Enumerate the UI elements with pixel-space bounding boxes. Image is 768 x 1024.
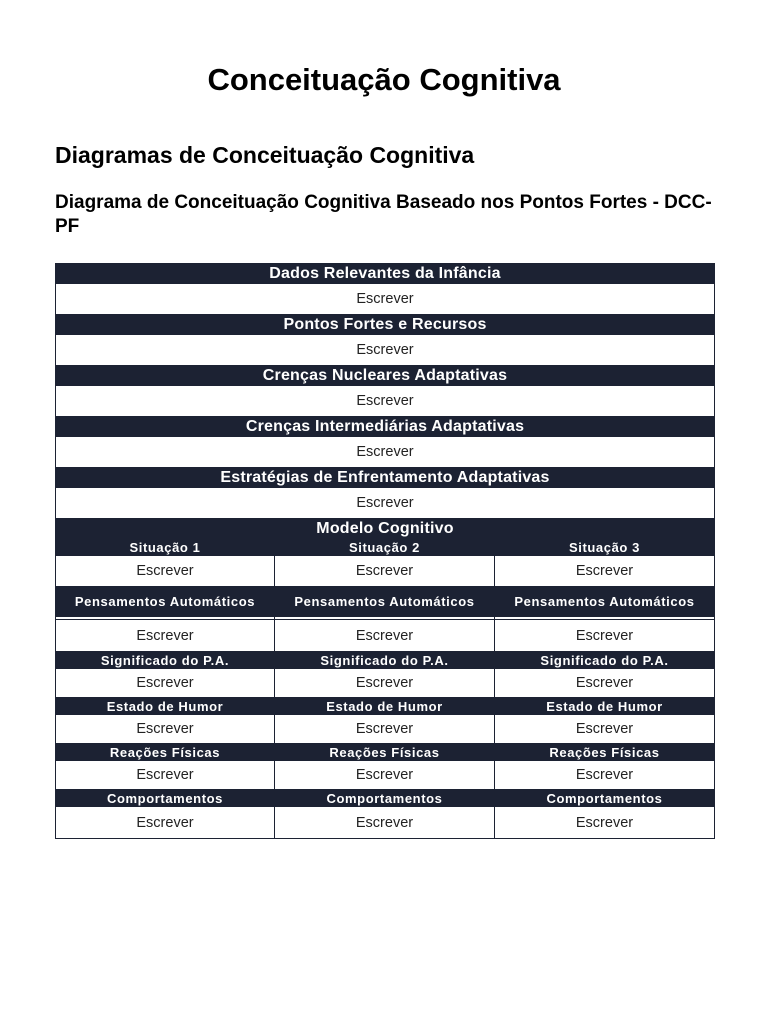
automatic-thoughts-label: Pensamentos Automáticos xyxy=(275,587,495,617)
mood-label: Estado de Humor xyxy=(495,698,715,715)
coping-strategies-field[interactable]: Escrever xyxy=(56,488,715,519)
coping-strategies-header: Estratégias de Enfrentamento Adaptativas xyxy=(56,468,715,488)
physical-reactions-field[interactable]: Escrever xyxy=(56,761,275,790)
mood-field[interactable]: Escrever xyxy=(495,715,715,744)
intermediate-beliefs-field[interactable]: Escrever xyxy=(56,437,715,468)
document-title: Conceituação Cognitiva xyxy=(207,62,561,97)
mood-label: Estado de Humor xyxy=(275,698,495,715)
automatic-thoughts-field[interactable]: Escrever xyxy=(275,620,495,652)
section-heading: Diagramas de Conceituação Cognitiva xyxy=(55,142,475,168)
behaviors-field[interactable]: Escrever xyxy=(275,807,495,839)
mood-field[interactable]: Escrever xyxy=(275,715,495,744)
situation-field[interactable]: Escrever xyxy=(495,556,715,587)
physical-reactions-label: Reações Físicas xyxy=(495,744,715,761)
meaning-field[interactable]: Escrever xyxy=(495,669,715,698)
automatic-thoughts-label: Pensamentos Automáticos xyxy=(495,587,715,617)
meaning-field[interactable]: Escrever xyxy=(275,669,495,698)
strengths-header: Pontos Fortes e Recursos xyxy=(56,315,715,335)
automatic-thoughts-field[interactable]: Escrever xyxy=(56,620,275,652)
core-beliefs-field[interactable]: Escrever xyxy=(56,386,715,417)
behaviors-label: Comportamentos xyxy=(56,790,275,807)
meaning-field[interactable]: Escrever xyxy=(56,669,275,698)
automatic-thoughts-label: Pensamentos Automáticos xyxy=(56,587,275,617)
physical-reactions-label: Reações Físicas xyxy=(275,744,495,761)
physical-reactions-label: Reações Físicas xyxy=(56,744,275,761)
mood-field[interactable]: Escrever xyxy=(56,715,275,744)
diagram-title: Diagrama de Conceituação Cognitiva Baseado nos Pontos Fortes - DCC-PF xyxy=(55,192,712,237)
meaning-label: Significado do P.A. xyxy=(275,652,495,669)
behaviors-field[interactable]: Escrever xyxy=(56,807,275,839)
behaviors-label: Comportamentos xyxy=(495,790,715,807)
behaviors-field[interactable]: Escrever xyxy=(495,807,715,839)
intermediate-beliefs-header: Crenças Intermediárias Adaptativas xyxy=(56,417,715,437)
core-beliefs-header: Crenças Nucleares Adaptativas xyxy=(56,366,715,386)
situation-field[interactable]: Escrever xyxy=(275,556,495,587)
situation-field[interactable]: Escrever xyxy=(56,556,275,587)
automatic-thoughts-field[interactable]: Escrever xyxy=(495,620,715,652)
physical-reactions-field[interactable]: Escrever xyxy=(275,761,495,790)
cognitive-model-header: Modelo Cognitivo xyxy=(56,519,715,539)
situation-label: Situação 2 xyxy=(275,539,495,556)
meaning-label: Significado do P.A. xyxy=(495,652,715,669)
physical-reactions-field[interactable]: Escrever xyxy=(495,761,715,790)
situation-label: Situação 3 xyxy=(495,539,715,556)
situation-label: Situação 1 xyxy=(56,539,275,556)
behaviors-label: Comportamentos xyxy=(275,790,495,807)
childhood-data-header: Dados Relevantes da Infância xyxy=(56,264,715,284)
meaning-label: Significado do P.A. xyxy=(56,652,275,669)
strengths-field[interactable]: Escrever xyxy=(56,335,715,366)
mood-label: Estado de Humor xyxy=(56,698,275,715)
conceptualization-diagram xyxy=(55,263,715,839)
childhood-data-field[interactable]: Escrever xyxy=(56,284,715,315)
